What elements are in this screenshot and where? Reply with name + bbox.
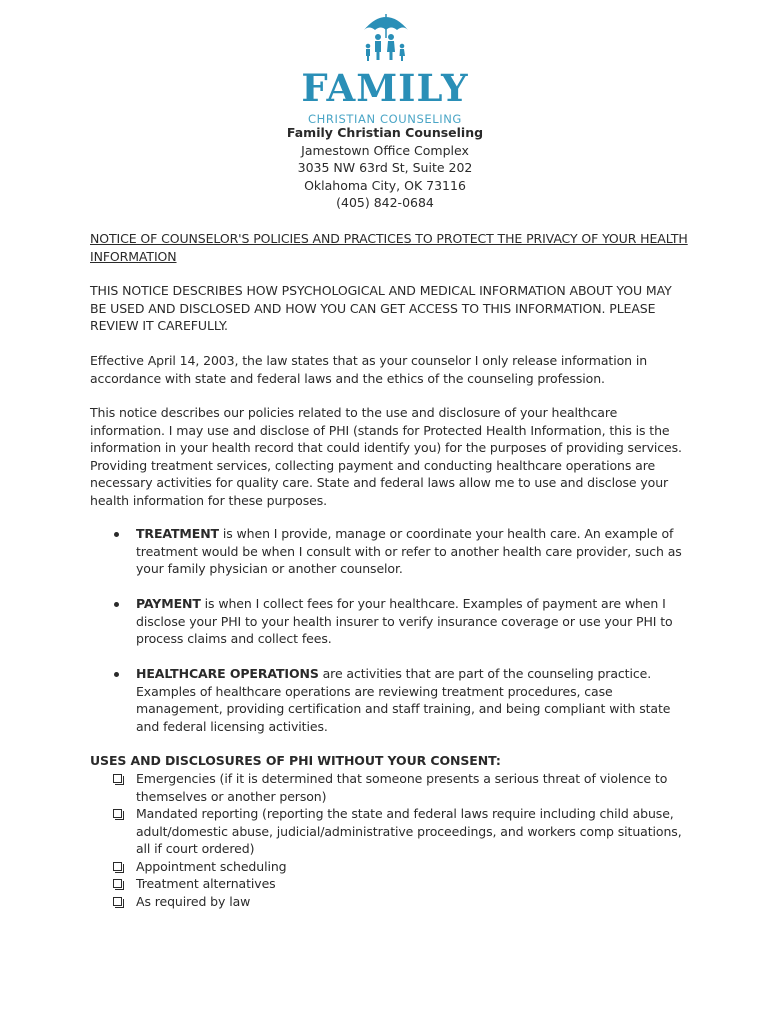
family-umbrella-icon (360, 8, 412, 66)
bullet-icon (114, 672, 119, 677)
address-line-3: Oklahoma City, OK 73116 (304, 177, 466, 193)
checkbox-bullet-icon (113, 774, 122, 783)
uses-item (90, 770, 690, 805)
uses-title-text: USES AND DISCLOSURES OF PHI WITHOUT YOUR CONSENT: (90, 753, 501, 768)
purpose-term: TREATMENT (136, 526, 219, 541)
checkbox-bullet-icon (113, 862, 122, 871)
purpose-text: are activities that are part of the counseling practice. Examples of healthcare operations are reviewing treatment procedures, case management, providing certification and staff training, and being compliant with state and federal licensing activities. (136, 666, 671, 734)
purpose-text: is when I provide, manage or coordinate your health care. An example of treatment would be when I consult with or refer to another health care provider, such as your family physician or another counselor. (136, 526, 682, 576)
notice-title: NOTICE OF COUNSELOR'S POLICIES AND PRACTICES TO PROTECT THE PRIVACY OF YOUR HEALTH INFORMATION (90, 231, 688, 264)
purposes-list (90, 525, 690, 753)
family-christian-counseling-logo (300, 8, 470, 126)
address-line-1: Jamestown Office Complex (301, 142, 469, 158)
uses-list (90, 770, 690, 910)
uses-item (90, 875, 690, 893)
phone-number: (405) 842-0684 (336, 195, 434, 211)
uses-item (90, 858, 690, 876)
uses-item (90, 893, 690, 911)
uses-title (90, 752, 690, 770)
logo-subtitle: CHRISTIAN COUNSELING (308, 112, 462, 126)
purpose-term: PAYMENT (136, 596, 201, 611)
bullet-icon (114, 532, 119, 537)
checkbox-bullet-icon (113, 879, 122, 888)
purpose-item-treatment (90, 525, 690, 578)
uses-item-text: As required by law (136, 893, 251, 909)
bullet-icon (114, 602, 119, 607)
effective-paragraph: Effective April 14, 2003, the law states that as your counselor I only release information in accordance with state and federal laws and the ethics of the counseling profession. (90, 353, 648, 386)
address-line-2: 3035 NW 63rd St, Suite 202 (297, 160, 473, 176)
policies-paragraph: This notice describes our policies related to the use and disclosure of your healthcare information. I may use and disclose of PHI (stands for Protected Health Information, this is the information in your health record that could identify you) for the purposes of providing services. Providing treatment services, collecting payment and conducting healthcare operations are necessary activities for quality care. State and federal laws allow me to use and disclose your health information for these purposes. (90, 405, 682, 508)
uses-item (90, 805, 690, 858)
uses-item-text: Treatment alternatives (136, 876, 276, 891)
uses-item-text: Mandated reporting (reporting the state and federal laws require including child abuse, adult/domestic abuse, judicial/administrative proceedings, and workers comp situations, all if court ordered) (136, 806, 682, 856)
practice-name: Family Christian Counseling (286, 125, 484, 140)
purpose-text: is when I collect fees for your healthcare. Examples of payment are when I disclose your PHI to your health insurer to verify insurance coverage or use your PHI to process claims and collect fees. (136, 596, 673, 646)
purpose-item-healthcare-operations (90, 665, 690, 735)
purpose-item-payment (90, 595, 690, 648)
practice-address-block (0, 124, 770, 212)
logo-wordmark: FAMILY (301, 66, 469, 110)
uses-item-text: Appointment scheduling (136, 858, 287, 874)
checkbox-bullet-icon (113, 809, 122, 818)
checkbox-bullet-icon (113, 897, 122, 906)
notice-description: THIS NOTICE DESCRIBES HOW PSYCHOLOGICAL AND MEDICAL INFORMATION ABOUT YOU MAY BE USED AND DISCLOSED AND HOW YOU CAN GET ACCESS TO THIS INFORMATION. PLEASE REVIEW IT CAREFULLY. (90, 283, 672, 333)
purpose-term: HEALTHCARE OPERATIONS (136, 666, 319, 681)
uses-item-text: Emergencies (if it is determined that someone presents a serious threat of violence to themselves or another person) (136, 771, 668, 804)
